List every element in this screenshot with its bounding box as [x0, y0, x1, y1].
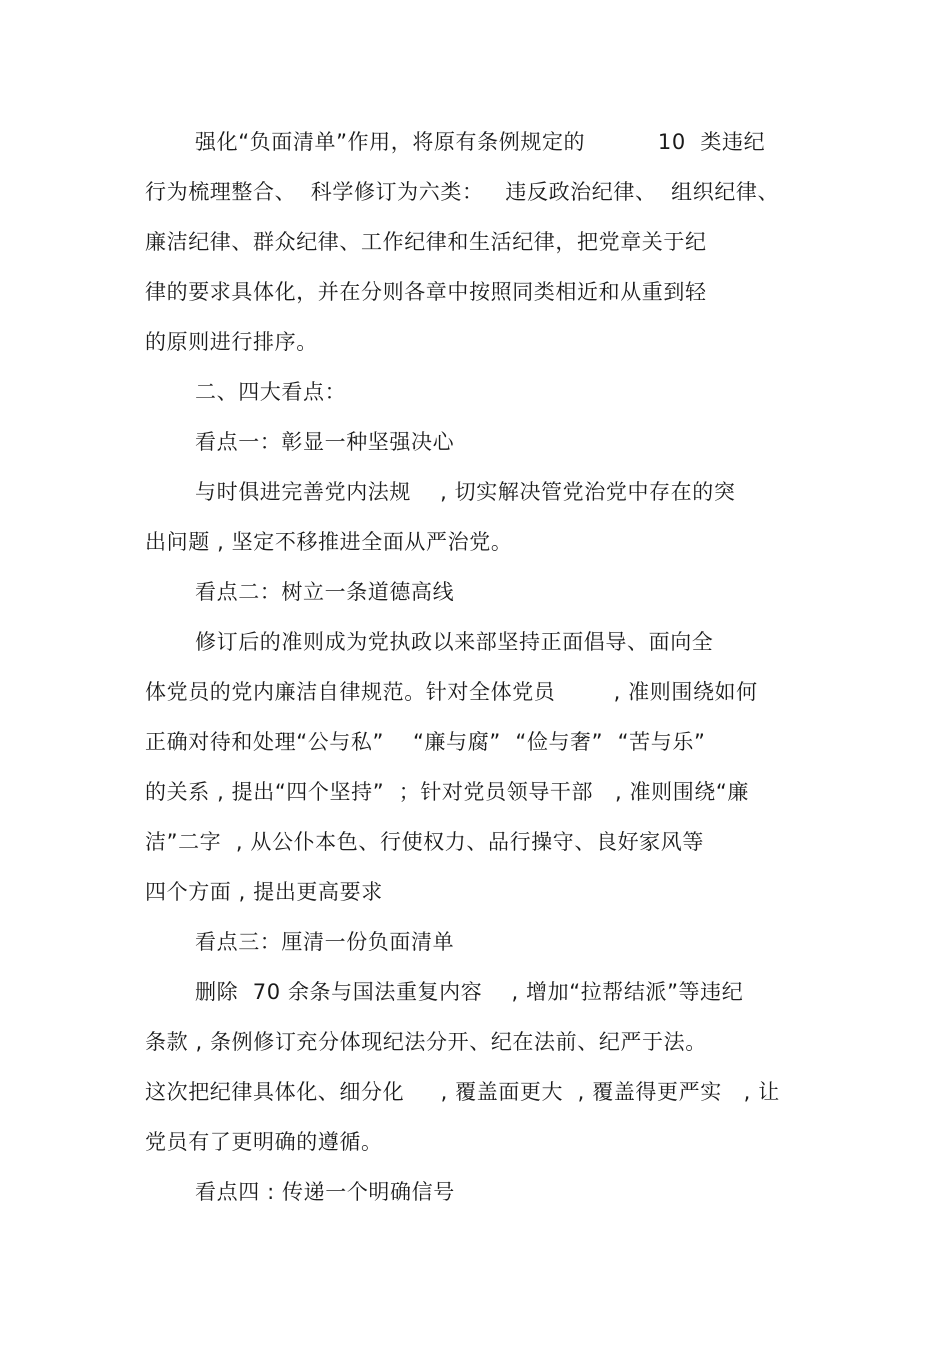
section-heading: 二、四大看点：: [195, 380, 347, 404]
text-line: 与时俱进完善党内法规 , 切实解决管党治党中存在的突: [195, 480, 736, 504]
text-line: 这次把纪律具体化、细分化 , 覆盖面更大 , 覆盖得更严实 , 让: [145, 1080, 780, 1104]
text-line: 的关系 , 提出“四个坚持” ；针对党员领导干部 , 准则围绕“廉: [145, 780, 749, 804]
text-line: 律的要求具体化，并在分则各章中按照同类相近和从重到轻: [145, 280, 707, 304]
text-line: 的原则进行排序。: [145, 330, 318, 354]
subsection-heading: 看点三：厘清一份负面清单: [195, 930, 455, 954]
subsection-heading: 看点二：树立一条道德高线: [195, 580, 455, 604]
text-line: 修订后的准则成为党执政以来部坚持正面倡导、面向全: [195, 630, 714, 654]
text-line: 正确对待和处理“公与私” “廉与腐” “俭与奢” “苦与乐”: [145, 730, 706, 754]
text-line: 出问题 , 坚定不移推进全面从严治党。: [145, 530, 513, 554]
subsection-heading: 看点四 : 传递一个明确信号: [195, 1180, 455, 1204]
text-line: 体党员的党内廉洁自律规范。针对全体党员 , 准则围绕如何: [145, 680, 758, 704]
subsection-heading: 看点一：彰显一种坚强决心: [195, 430, 455, 454]
text-line: 四个方面 , 提出更高要求: [145, 880, 383, 904]
text-line: 廉洁纪律、群众纪律、工作纪律和生活纪律，把党章关于纪: [145, 230, 707, 254]
text-line: 删除 70 余条与国法重复内容 , 增加“拉帮结派”等违纪: [195, 980, 744, 1004]
text-line: 条款 , 条例修订充分体现纪法分开、纪在法前、纪严于法。: [145, 1030, 707, 1054]
text-line: 党员有了更明确的遵循。: [145, 1130, 383, 1154]
text-line: 强化“负面清单”作用，将原有条例规定的 10 类违纪: [195, 130, 766, 154]
text-line: 洁”二字 , 从公仆本色、行使权力、品行操守、良好家风等: [145, 830, 704, 854]
text-line: 行为梳理整合、 科学修订为六类： 违反政治纪律、 组织纪律、: [145, 180, 780, 204]
